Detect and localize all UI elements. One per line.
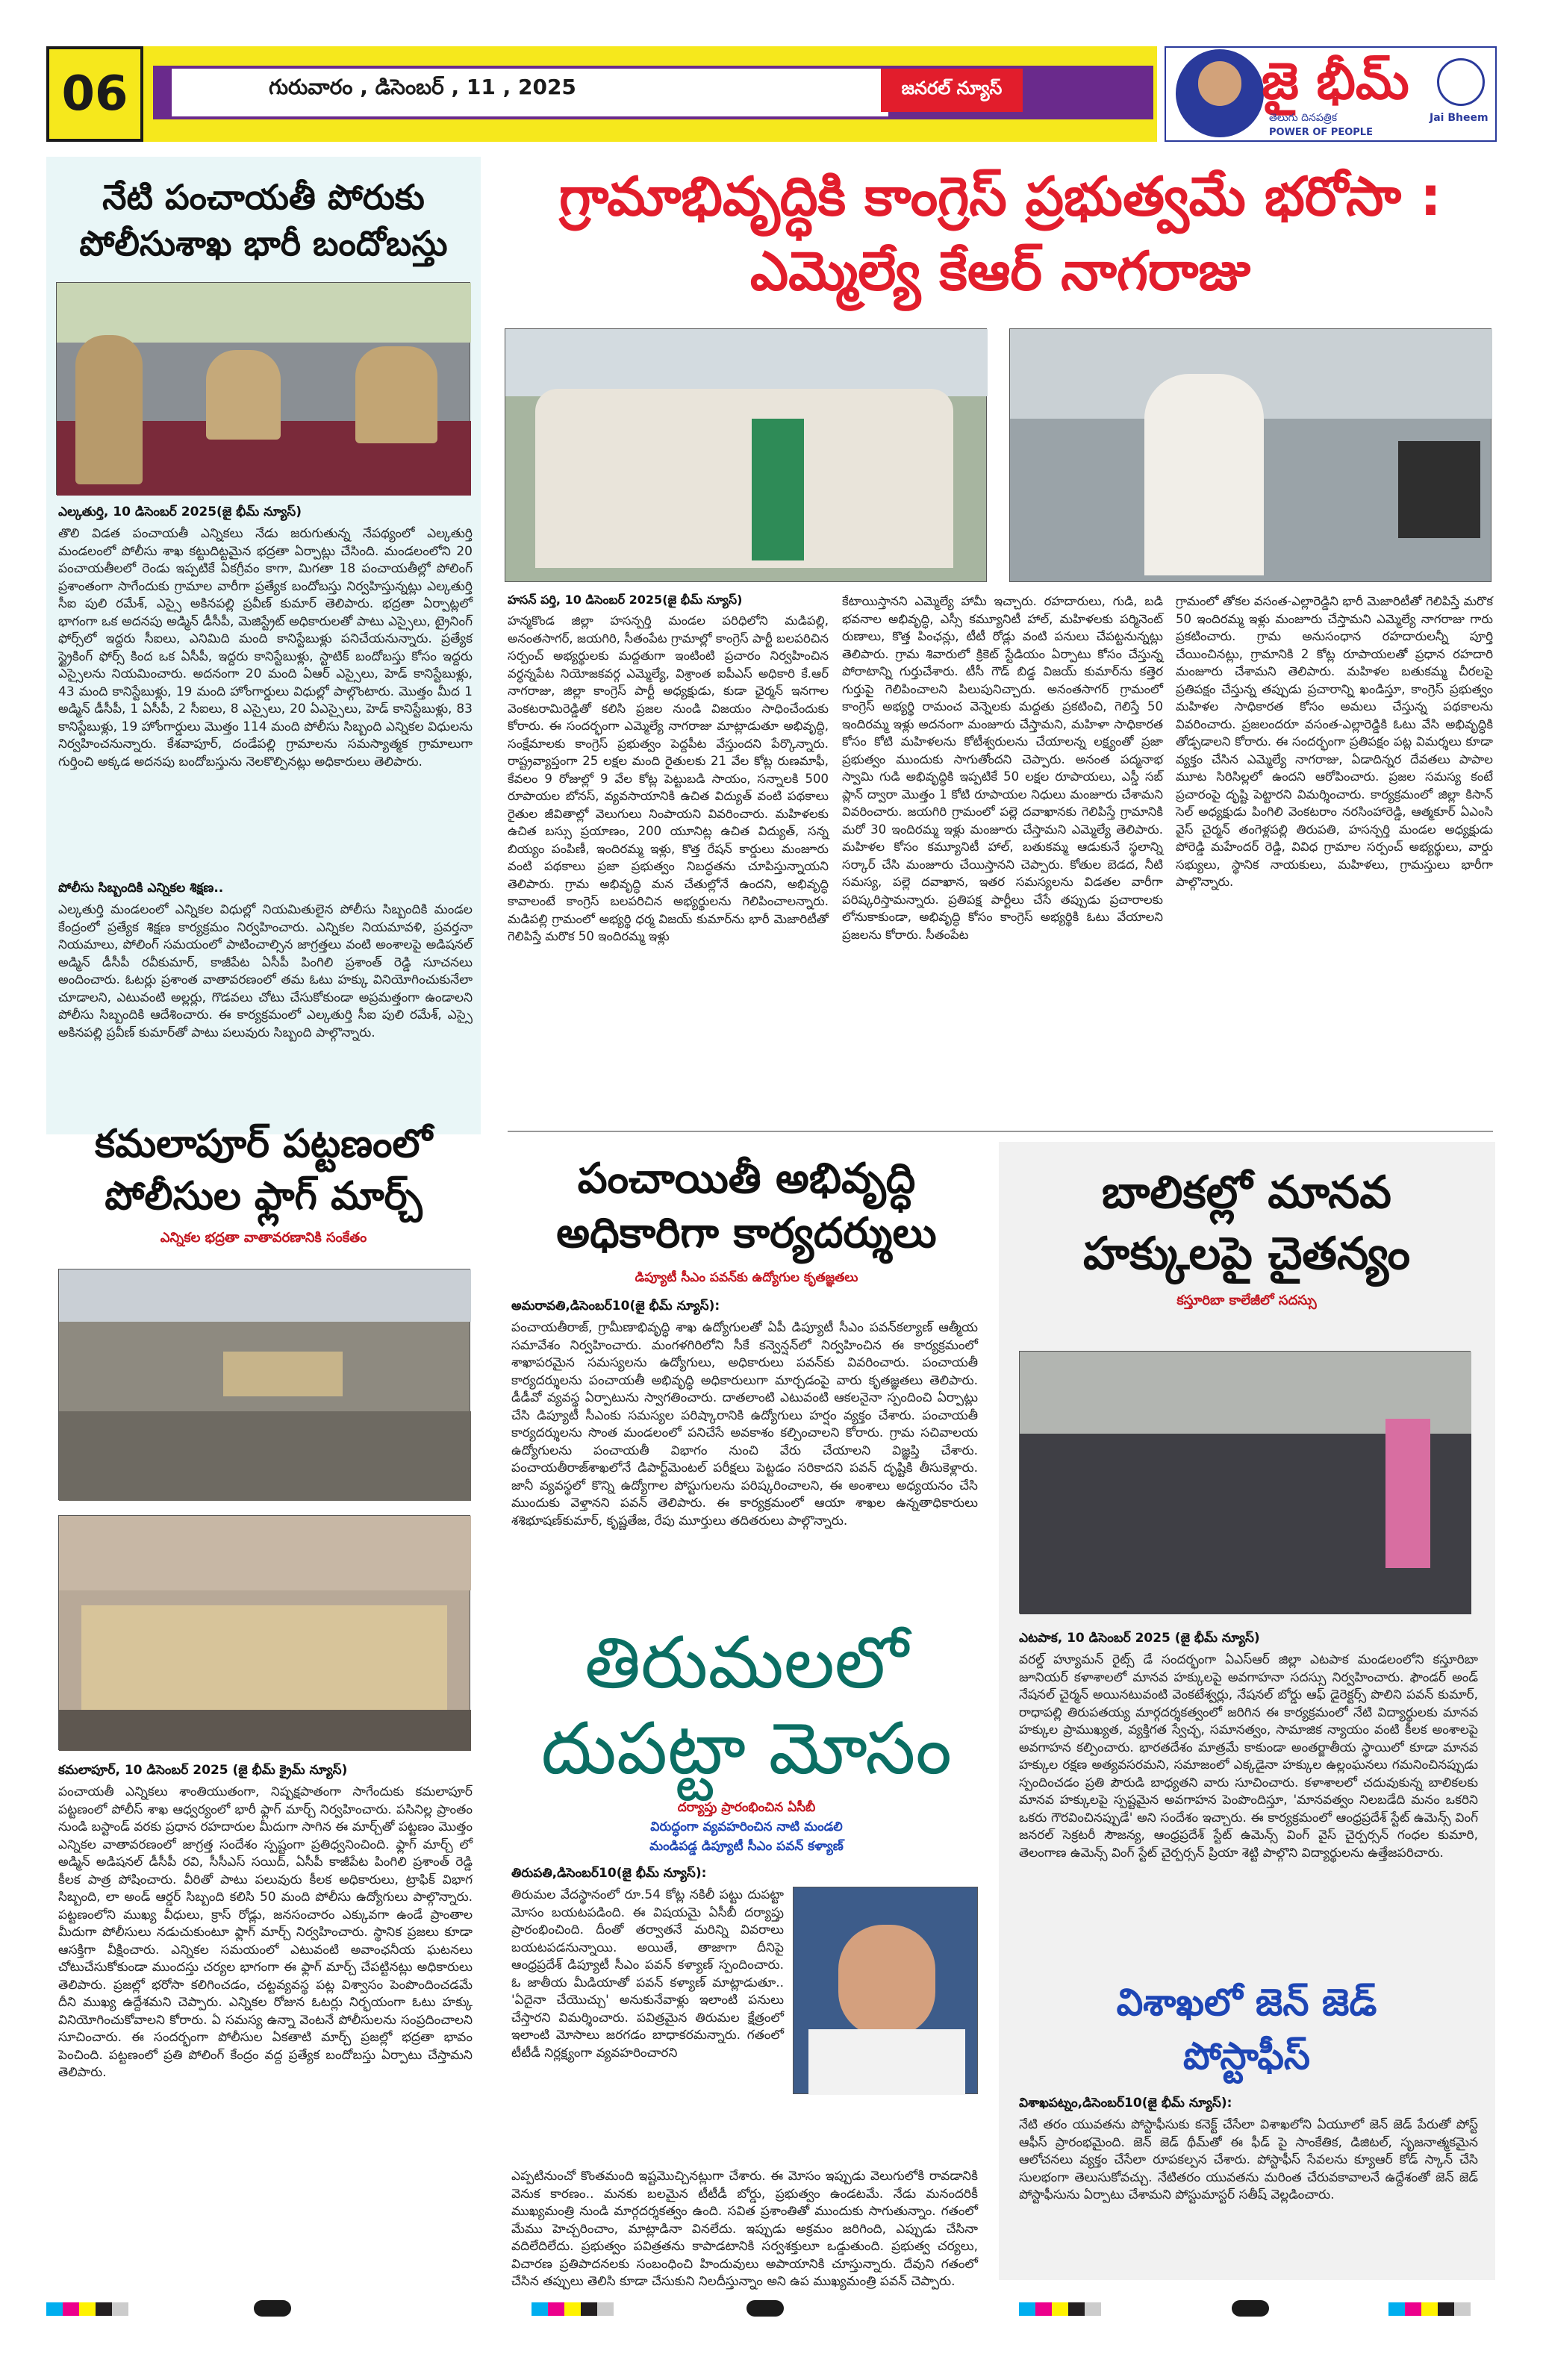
panchayat-headline-2: అధికారిగా కార్యదర్శులు — [556, 1209, 937, 1258]
police-headline-1: నేటి పంచాయతీ పోరుకు — [102, 177, 425, 217]
emblem-label: Jai Bheem — [1430, 112, 1489, 124]
police-dateline: ఎల్కతుర్తి, 10 డిసెంబర్ 2025(జై భీమ్ న్యూస్) — [58, 505, 302, 519]
masthead-tagline: POWER OF PEOPLE — [1269, 127, 1373, 138]
students-seminar-photo — [1019, 1351, 1471, 1614]
flag-march-street-photo — [58, 1269, 470, 1500]
girls-headline-1: బాలికల్లో మానవ — [1102, 1166, 1391, 1219]
police-body-2: ఎల్కతుర్తి మండలంలో ఎన్నికల విధుల్లో నియమితులైన పోలీసు సిబ్బందికి మండల కేంద్రంలో ప్రత్యేక శిక్షణ కార్యక్రమం నిర్వహించారు. ఎన్నికల నియమావళి, ప్రవర్తనా నియమాలు, పోలింగ్ సమయంలో పాటించాల్సిన జాగ్రత్తలు వంటి అంశాలపై అడిషనల్ అడ్మిన్ డీసీపీ రవీకుమార్, కాజీపేట ఏసీపీ పింగిలి ప్రశాంత్ రెడ్డి సూచనలు అందించారు. ఓటర్లు ప్రశాంత వాతావరణంలో తమ ఓటు హక్కు వినియోగించుకునేలా చూడాలని, ఎటువంటి అల్లర్లు, గొడవలు చోటు చేసుకోకుండా అప్రమత్తంగా ఉండాలని పోలీసు సిబ్బందికి ఆదేశించారు. ఈ కార్యక్రమంలో ఎల్కతుర్తి సీఐ పులి రమేశ్, ఎస్సై అకినపల్లి ప్రవీణ్ కుమార్‌తో పాటు పలువురు సిబ్బంది పాల్గొన్నారు. — [58, 902, 473, 1040]
congress-rally-photo — [505, 328, 987, 582]
girls-body: వరల్డ్ హ్యూమన్ రైట్స్ డే సందర్భంగా ఏఎస్ఆర్ జిల్లా ఎటపాక మండలంలోని కస్తూరిబా జూనియర్ కళాశాలలో మానవ హక్కులపై అవగాహనా సదస్సు నిర్వహించారు. ఫౌండర్ అండ్ నేషనల్ చైర్మన్ అయినటువంటి వెంకటేశ్వర్లు, నేషనల్ బోర్డు ఆఫ్ డైరెక్టర్స్ పొలిని పవన్ కుమార్, రాధాపల్లి తిరుపతయ్య మార్గదర్శకత్వంలో జరిగిన ఈ కార్యక్రమంలో నేటి విద్యార్థులకు మానవ హక్కుల ప్రాముఖ్యత, వ్యక్తిగత స్వేచ్ఛ, సమానత్వం, సామాజిక న్యాయం వంటి కీలక అంశాలపై అవగాహన కల్పించారు. భారతదేశం మాత్రమే కాకుండా అంతర్జాతీయ స్థాయిలో కూడా మానవ హక్కుల రక్షణ అత్యవసరమని, సమాజంలో ఎక్కడైనా హక్కుల ఉల్లంఘనలు గమనించినప్పుడు స్పందించడం ప్రతి పౌరుడి బాధ్యతని వారు సూచించారు. కళాశాలలో చదువుకున్న బాలికలకు మానవ హక్కులపై స్పష్టమైన అవగాహన పెంపొందిస్తూ, 'మానవత్వం నిలబడేది మనం ఒకరిని ఒకరు గౌరవించినప్పుడే' అని సందేశం ఇచ్చారు. ఈ కార్యక్రమంలో ఆంధ్రప్రదేశ్ స్టేట్ ఉమెన్స్ వింగ్ జనరల్ సెక్రటరీ సౌజన్య, ఆంధ్రప్రదేశ్ స్టేట్ ఉమెన్స్ వింగ్ వైస్ చైర్పర్సన్ గంధల కుమారి, తెలంగాణ ఉమెన్స్ వింగ్ స్టేట్ చైర్పర్సన్ ప్రియా శెట్టి పాల్గొని విద్యార్థులను ఉత్తేజపరిచారు. — [1019, 1652, 1478, 1861]
page-number: 06 — [46, 46, 143, 142]
kamalapur-dateline: కమలాపూర్, 10 డిసెంబర్ 2025 (జై భీమ్ క్రైమ్ న్యూస్) — [58, 1763, 348, 1778]
pawan-kalyan-photo — [793, 1887, 978, 2094]
section-divider — [508, 1131, 1493, 1132]
panchayat-body: పంచాయతీరాజ్, గ్రామీణాభివృద్ధి శాఖ ఉద్యోగులతో ఏపీ డిప్యూటీ సీఎం పవన్‌కల్యాణ్ ఆత్మీయ సమావేశం నిర్వహించారు. మంగళగిరిలోని సీకే కన్వెన్షన్‌లో నిర్వహించిన ఈ కార్యక్రమంలో శాఖాపరమైన సమస్యలను ఉద్యోగులు, అధికారులు పవన్‌కు వివరించారు. పంచాయతీ కార్యదర్శులను పంచాయతీ అభివృద్ధి అధికారులుగా మార్చడంపై వారు కృతజ్ఞతలు తెలిపారు. డీడీవో వ్యవస్థ ఏర్పాటును స్వాగతించారు. దాతలాంటి ఎటువంటి ఆకలనైనా స్పందించి ఏర్పాట్లు చేసి డిప్యూటీ సీఎంకు సమస్యల పరిష్కారానికి ఉద్యోగులు హర్షం వ్యక్తం చేశారు. పంచాయతీ కార్యదర్శులను సొంత మండలంలో పనిచేసే అవకాశం కల్పించాలని కోరారు. గ్రామ సచివాలయ ఉద్యోగులను పంచాయతీ విభాగం నుంచి వేరు చేయాలని విజ్ఞప్తి చేశారు. పంచాయతీరాజ్‌శాఖలోనే డిపార్ట్‌మెంటల్ పరీక్షలు పెట్టడం సరికాదని పవన్ దృష్టికి తీసుకెళ్లారు. జానీ వ్యవస్థలో కొన్ని ఉద్యోగాల పోస్టుగులను పరిష్కరించాలని, ఈ అంశాలు అధ్యయనం చేసి ముందుకు వెళ్తానని పవన్ తెలిపారు. ఈ కార్యక్రమంలో ఆయా శాఖల ఉన్నతాధికారులు శశిభూషణ్‌కుమార్, కృష్ణతేజ, రేపు మూర్తులు తదితరులు పాల్గొన్నారు. — [511, 1320, 978, 1528]
police-body: తొలి విడత పంచాయతీ ఎన్నికలు నేడు జరుగుతున్న నేపథ్యంలో ఎల్కతుర్తి మండలంలో పోలీసు శాఖ కట్టుదిట్టమైన భద్రతా ఏర్పాట్లు చేసింది. మండలంలోని 20 పంచాయతీలలో రెండు ఇప్పటికే ఏకగ్రీవం కాగా, మిగతా 18 పంచాయతీల్లో పోలింగ్ ప్రశాంతంగా సాగేందుకు గ్రామాల వారీగా ప్రత్యేక బందోబస్తు నిర్వహిస్తున్నట్లు ఎల్కతుర్తి సీఐ పులి రమేశ్, ఎస్సై అకినపల్లి ప్రవీణ్ కుమార్ తెలిపారు. భద్రతా ఏర్పాట్లలో భాగంగా ఒక అదనపు అడ్మిన్ డీసీపీ, మెజిస్ట్రేట్ అధికారులతో పాటు ఎస్సైలు, ట్రైనింగ్ ఫోర్స్‌లో ఇద్దరు సీఐలు, ఎనిమిది మంది కానిస్టేబుళ్లు పనిచేయనున్నారు. ప్రత్యేక స్ట్రైకింగ్ ఫోర్స్ కింద ఒక ఏసీపీ, ఇద్దరు కానిస్టేబుళ్లు, స్టాటిక్ బందోబస్తు కోసం ఇద్దరు ఎస్సైలను నియమించారు. అదనంగా 20 మంది ఏఆర్ ఎస్సైలు, హెడ్ కానిస్టేబుళ్లు, 43 మంది కానిస్టేబుళ్లు, 19 మంది హోంగార్డులు విధుల్లో పాల్గొంటారు. మొత్తం మీద 1 అడ్మిన్ డీసీపీ, 1 ఏసీపీ, 2 సీఐలు, 8 ఎస్సైలు, 20 ఏఎస్సైలు, హెడ్ కానిస్టేబుళ్లు, 83 కానిస్టేబుళ్లు, 19 హోంగార్డులు మొత్తం 114 మంది పోలీసు సిబ్బంది ఎన్నికల విధులను నిర్వహించనున్నారు. కేశవాపూర్, దండేపల్లి గ్రామాలను సమస్యాత్మక గ్రామాలుగా గుర్తించి అక్కడ అదనపు బందోబస్తును నెలకొల్పినట్లు అధికారులు తెలిపారు. — [58, 526, 473, 769]
congress-mla-photo — [1009, 328, 1491, 582]
tirumala-sub-3: మండిపడ్డ డిప్యూటీ సీఎం పవన్ కళ్యాణ్ — [649, 1839, 844, 1854]
kamalapur-subhead: ఎన్నికల భద్రతా వాతావరణానికి సంకేతం — [160, 1230, 367, 1246]
congress-headline-1: గ్రామాభివృద్ధికి కాంగ్రెస్ ప్రభుత్వమే భరోసా : — [559, 165, 1441, 228]
flag-march-police-photo — [58, 1515, 470, 1750]
congress-headline-2: ఎమ్మెల్యే కేఆర్ నాగరాజు — [749, 240, 1251, 302]
police-meeting-photo — [56, 282, 470, 495]
congress-body-col-1: హన్మకొండ జిల్లా హసన్పర్తి మండల పరిధిలోని మడిపల్లి, అనంతసాగర్, జయగిరి, సీతంపేట గ్రామాల్లో కాంగ్రెస్ పార్టీ బలపరిచిన సర్పంచ్ అభ్యర్థులకు మద్దతుగా ఇంటింటి ప్రచారం నిర్వహించిన వర్ధన్నపేట నియోజకవర్గ ఎమ్మెల్యే, విశ్రాంత ఐపీఎస్ అధికారి కే.ఆర్ నాగరాజు, జిల్లా కాంగ్రెస్ పార్టీ అధ్యక్షుడు, కుడా ఛైర్మన్ ఇనగాల వెంకటరామిరెడ్డితో కలిసి ప్రజల నుండి విజయం సాధించేందుకు కోరారు. ఈ సందర్భంగా ఎమ్మెల్యే నాగరాజు మాట్లాడుతూ అభివృద్ధి, సంక్షేమాలకు కాంగ్రెస్ ప్రభుత్వం పెద్దపీట వేస్తుందని పేర్కొన్నారు. రాష్ట్రవ్యాప్తంగా 25 లక్షల మంది రైతులకు 21 వేల కోట్ల రుణమాఫీ, కేవలం 9 రోజుల్లో 9 వేల కోట్ల పెట్టుబడి సాయం, సన్నాలకి 500 రూపాయల బోనస్, వ్యవసాయానికి ఉచిత విద్యుత్ వంటి పథకాలు రైతుల జీవితాల్లో వెలుగులు నింపాయని వివరించారు. మహిళలకు ఉచిత బస్సు ప్రయాణం, 200 యూనిట్ల ఉచిత విద్యుత్, సన్న బియ్యం పంపిణీ, ఇందిరమ్మ ఇళ్లు, కొత్త రేషన్ కార్డులు మంజూరు వంటి పథకాలు ప్రజా ప్రభుత్వం నిబద్ధతను చూపిస్తున్నాయని తెలిపారు. గ్రామ అభివృద్ధి మన చేతుల్లోనే ఉందని, అభివృద్ధి కావాలంటే కాంగ్రెస్ బలపరిచిన అభ్యర్థులను గెలిపించాలన్నారు. మడిపల్లి గ్రామంలో అభ్యర్థి ధర్మ విజయ్ కుమార్‌ను భారీ మెజారిటీతో గెలిపిస్తే మరొక 50 ఇందిరమ్మ ఇళ్లు — [508, 613, 829, 943]
girls-headline-2: హక్కులపై చైతన్యం — [1082, 1228, 1411, 1280]
tirumala-body-2: ఎప్పటినుంచో కొంతమంది ఇష్టమొచ్చినట్లుగా చేశారు. ఈ మోసం ఇప్పుడు వెలుగులోకి రావడానికి వెనుక కారణం.. మనకు బలమైన టీటీడీ బోర్డు, ప్రభుత్వం ఉండటమే. నేడు మనందరికీ ముఖ్యమంత్రి నుండి మార్గదర్శకత్వం ఉంది. సవిత ప్రశాంతితో ముందుకు సాగుతున్నాం. గతంలో మేము హెచ్చరించాం, మాట్లాడినా వినలేదు. ఇప్పుడు అక్రమం జరిగింది, ఎప్పుడు చేసినా వదిలేదిలేదు. ప్రభుత్వం పవిత్రతను కాపాడటానికి సర్వశక్తులూ ఒడ్డుతుంది. ప్రభుత్వ చర్యలు, విచారణ ప్రతిపాదనలకు సంబంధించి హిందువులు అపాయానికి చూస్తున్నారు. దేవుని గతంలో చేసిన తప్పులు తెలిసి కూడా చేసుకుని నిలదీస్తున్నాం అని ఉప ముఖ్యమంత్రి పవన్ చెప్పారు. — [511, 2169, 978, 2289]
tirumala-body-1: తిరుమల వేదస్థానంలో రూ.54 కోట్ల నకిలీ పట్టు దుపట్టా మోసం బయటపడింది. ఈ విషయమై ఏసీబీ దర్యాప్తు ప్రారంభించింది. దీంతో తర్వాతనే మరిన్ని వివరాలు బయటపడనున్నాయి. అయితే, తాజాగా దీనిపై ఆంధ్రప్రదేశ్ డిప్యూటీ సీఎం పవన్ కళ్యాణ్ స్పందించారు. ఓ జాతీయ మీడియాతో పవన్ కళ్యాణ్ మాట్లాడుతూ.. 'ఏదైనా చేయొచ్చు' అనుకునేవాళ్లు ఇలాంటి పనులు చేస్తారని విమర్శించారు. పవిత్రమైన తిరుమల క్షేత్రంలో ఇలాంటి మోసాలు జరగడం బాధాకరమన్నారు. గతంలో టీటీడీ నిర్లక్ష్యంగా వ్యవహరించారని — [511, 1887, 784, 2061]
visakha-headline-2: పోస్టాఫీస్ — [1183, 2034, 1310, 2078]
girls-subhead: కస్తూరిబా కాలేజీలో సదస్సు — [1176, 1293, 1317, 1308]
tirumala-sub-1: దర్యాప్తు ప్రారంభించిన ఏసీబీ — [677, 1800, 816, 1815]
masthead-title: జై భీమ్ — [1262, 52, 1409, 111]
panchayat-dateline: అమరావతి,డిసెంబర్10(జై భీమ్ న్యూస్): — [511, 1299, 720, 1314]
visakha-headline-1: విశాఖలో జెన్ జెడ్ — [1116, 1981, 1377, 2024]
girls-dateline: ఎటపాక, 10 డిసెంబర్ 2025 (జై భీమ్ న్యూస్) — [1019, 1631, 1260, 1646]
emblem-icon — [1437, 58, 1485, 106]
kamalapur-body: పంచాయతీ ఎన్నికలు శాంతియుతంగా, నిష్పక్షపాతంగా సాగేందుకు కమలాపూర్ పట్టణంలో పోలీస్ శాఖ ఆధ్వర్యంలో భారీ ఫ్లాగ్ మార్చ్ నిర్వహించారు. పసినిల్ల ప్రాంతం నుండి బస్టాండ్ వరకు ప్రధాన రహదారుల మీదుగా సాగిన ఈ మార్చ్‌తో పట్టణం మొత్తం ఎన్నికల వాతావరణంలో జాగ్రత్త సందేశం స్పష్టంగా ప్రతిధ్వనించింది. ఫ్లాగ్ మార్చ్ లో అడ్మిన్ అడిషనల్ డీసీపీ రవి, సీసీఎస్ సయిద్, ఏసీపీ కాజీపేట పింగిలి ప్రశాంత్ రెడ్డి కీలక పాత్ర పోషించారు. వీరితో పాటు పలువురు కీలక అధికారులు, ట్రాఫిక్ విభాగ సిబ్బంది, లా అండ్ ఆర్డర్ సిబ్బంది కలిసి 50 మంది పోలీసు ఉద్యోగులు పాల్గొన్నారు. పట్టణంలోని ముఖ్య వీధులు, క్రాస్ రోడ్లు, జనసంచారం ఎక్కువగా ఉండే ప్రాంతాల మీదుగా పోలీసులు నడుచుకుంటూ ఫ్లాగ్ మార్చ్ నిర్వహించారు. స్థానిక ప్రజలు కూడా ఆసక్తిగా వీక్షించారు. ఎన్నికల సమయంలో ఎటువంటి అవాంఛనీయ ఘటనలు చోటుచేసుకోకుండా ముందస్తు చర్యల భాగంగా ఈ ఫ్లాగ్ మార్చ్ చేపట్టినట్లు అధికారులు తెలిపారు. ప్రజల్లో భరోసా కలిగించడం, చట్టవ్యవస్థ పట్ల విశ్వాసం పెంపొందించడమే దీని ముఖ్య ఉద్దేశమని చెప్పారు. ఎన్నికల రోజున ఓటర్లు నిర్భయంగా ఓటు హక్కు వినియోగించుకోవాలని కోరారు. ఏ సమస్య ఉన్నా వెంటనే పోలీసులను సంప్రదించాలని సూచించారు. ఈ సందర్భంగా పోలీసుల ఏకతాటి మార్చ్ ప్రజల్లో భద్రతా భావం పెంచింది. పట్టణంలో ప్రతి పోలింగ్ కేంద్రం వద్ద ప్రత్యేక బందోబస్తు ఏర్పాటు చేస్తామని తెలిపారు. — [58, 1784, 473, 2080]
register-mark-1 — [254, 2300, 291, 2317]
congress-body-col-3: గ్రామంలో తోకల వసంత-ఎల్లారెడ్డిని భారీ మెజారిటీతో గెలిపిస్తే మరొక 50 ఇందిరమ్మ ఇళ్లు మంజూరు చేస్తామని ఎమ్మెల్యే నాగరాజు గారు ప్రకటించారు. గ్రామ అనుసంధాన రహదారులన్నీ పూర్తి చేయించినట్లు, గ్రామానికి 2 కోట్ల రూపాయలతో ప్రధాన రహదారి మంజూరు చేశామని తెలిపారు. మహిళల బతుకమ్మ చీరలపై ప్రతిపక్షం చేస్తున్న తప్పుడు ప్రచారాన్ని ఖండిస్తూ, కాంగ్రెస్ ప్రభుత్వం మహిళల సాధికారత కోసం అమలు చేస్తున్న పథకాలను వివరించారు. ప్రజలందరూ వసంత-ఎల్లారెడ్డికి ఓటు వేసి అభివృద్ధికి తోడ్పడాలని కోరారు. ఈ సందర్భంగా ప్రతిపక్షం పట్ల విమర్శలు కూడా వ్యక్తం చేసిన ఎమ్మెల్యే నాగరాజు, ఏడాదిన్నర దేవతలు పాపాల మూట సిరిసిల్లలో ఉందని ఆరోపించారు. ప్రజల సమస్య కంటే ప్రచారంపై దృష్టి పెట్టారని విమర్శించారు. కార్యక్రమంలో జిల్లా కిసాన్ సెల్ అధ్యక్షుడు పింగిలి వెంకటరాం నరసింహారెడ్డి, ఆత్మకూర్ ఏఎంసి వైస్ చైర్మన్ తంగెళ్లపల్లి తిరుపతి, హసన్పర్తి మండల అధ్యక్షుడు పోరెడ్డి మహేందర్ రెడ్డి, వివిధ గ్రామాల సర్పంచ్ అభ్యర్థులు, వార్డు సభ్యులు, స్థానిక నాయకులు, మహిళలు, గ్రామస్తులు భారీగా పాల్గొన్నారు. — [1176, 594, 1493, 889]
register-mark-3 — [1232, 2300, 1269, 2317]
panchayat-subhead: డిప్యూటీ సీఎం పవన్‌కు ఉద్యోగుల కృతజ్ఞతలు — [635, 1270, 858, 1285]
portrait-face-icon — [1198, 61, 1241, 106]
kamalapur-headline-1: కమలాపూర్ పట్టణంలో — [95, 1122, 432, 1166]
police-subhead: పోలీసు సిబ్బందికి ఎన్నికల శిక్షణ.. — [58, 881, 224, 896]
tirumala-headline-2: దుపట్టా మోసం — [540, 1707, 953, 1790]
visakha-body: నేటి తరం యువతను పోస్టాఫీసుకు కనెక్ట్ చేసేలా విశాఖలోని ఏయూలో జెన్ జెడ్ పేరుతో పోస్ట్ ఆఫీస్ ప్రారంభమైంది. జెన్ జెడ్ థీమ్‌తో ఈ ఫీడ్ పై సాంకేతిక, డిజిటల్, సృజనాత్మకమైన ఆలోచనలు వ్యక్తం చేసేలా రూపకల్పన చేశారు. పోస్టాఫీస్ సేవలను క్యూఆర్ కోడ్ స్కాన్ చేసి సులభంగా తెలుసుకోవచ్చు. నేటితరం యువతను మరింత చేరువకావాలనే ఉద్దేశంతో జెన్ జెడ్ పోస్టాఫీసును ఏర్పాటు చేశామని పోస్టుమాస్టర్ సతీష్ వెల్లడించారు. — [1019, 2117, 1478, 2202]
tirumala-dateline: తిరుపతి,డిసెంబర్10(జై భీమ్ న్యూస్): — [511, 1866, 707, 1881]
register-mark-2 — [746, 2300, 784, 2317]
issue-date: గురువారం , డిసెంబర్ , 11 , 2025 — [269, 75, 576, 99]
congress-body-col-2: కేటాయిస్తానని ఎమ్మెల్యే హామీ ఇచ్చారు. రహదారులు, గుడి, బడి భవనాల అభివృద్ధి, ఎస్సీ కమ్యూనిటీ హాల్, మహిళలకు పర్మినెంట్ రుణాలు, కొత్త పింఛన్లు, టీటీ రోడ్లు వంటి పనులు చేపట్టనున్నట్లు తెలిపారు. గ్రామ శివారులో క్రికెట్ స్టేడియం ఏర్పాటు కోసం చేస్తున్న పోరాటాన్ని గుర్తుచేశారు. టీసీ గౌడ్ బిడ్డ విజయ్ కుమార్‌ను కత్తెర గుర్తుపై గెలిపించాలని పిలుపునిచ్చారు. అనంతసాగర్ గ్రామంలో కాంగ్రెస్ అభ్యర్థి రామంచ వెన్నెలకు మద్దతు ప్రకటించి, గెలిస్తే 50 ఇందిరమ్మ ఇళ్లు అదనంగా మంజూరు చేస్తామని, మహిళా సాధికారత కోసం కోటి మహిళలను కోటీశ్వరులను చేయాలన్న లక్ష్యంతో ప్రజా ప్రభుత్వం ముందుకు సాగుతోందని చెప్పారు. అనంత పద్మనాభ స్వామి గుడి అభివృద్ధికి ఇప్పటికే 50 లక్షల రూపాయలు, ఎస్డీ సబ్ ప్లాన్ ద్వారా మొత్తం 1 కోటి రూపాయల నిధులు మంజూరు చేశామని వివరించారు. జయగిరి గ్రామంలో పల్లె దవాఖానకు గెలిపిస్తే గ్రామానికి మరో 30 ఇందిరమ్మ ఇళ్లు మంజూరు చేస్తామని ఎమ్మెల్యే తెలిపారు. మహిళల కోసం కమ్యూనిటీ హాల్, బతుకమ్మ ఆడుకునే స్థలాన్ని సర్కార్ చేసి మంజూరు చేయిస్తానని చెప్పారు. కోతుల బెడద, నీటి సమస్య, పల్లె దవాఖాన, ఇతర సమస్యలను విడతల వారీగా పరిష్కరిస్తామన్నారు. ప్రతిపక్ష పార్టీలు చేసే తప్పుడు ప్రచారాలకు లోనుకాకుండా, అభివృద్ధి కోసం కాంగ్రెస్ అభ్యర్థికి ఓటు వేయాలని ప్రజలను కోరారు. సీతంపేట — [842, 594, 1163, 942]
tirumala-sub-2: విరుద్ధంగా వ్యవహరించిన నాటి మండలి — [650, 1820, 843, 1834]
police-headline-2: పోలీసుశాఖ భారీ బందోబస్తు — [79, 223, 448, 263]
panchayat-headline-1: పంచాయితీ అభివృద్ధి — [577, 1155, 916, 1203]
congress-dateline: హసన్ పర్తి, 10 డిసెంబర్ 2025(జై భీమ్ న్యూస్) — [508, 593, 743, 607]
visakha-dateline: విశాఖపట్నం,డిసెంబర్10(జై భీమ్ న్యూస్): — [1019, 2096, 1232, 2111]
tirumala-headline-1: తిరుమలలో — [585, 1621, 908, 1705]
masthead-subtitle: తెలుగు దినపత్రిక — [1269, 112, 1338, 124]
section-label[interactable]: జనరల్ న్యూస్ — [881, 69, 1023, 112]
kamalapur-headline-2: పోలీసుల ఫ్లాగ్ మార్చ్ — [105, 1174, 423, 1219]
